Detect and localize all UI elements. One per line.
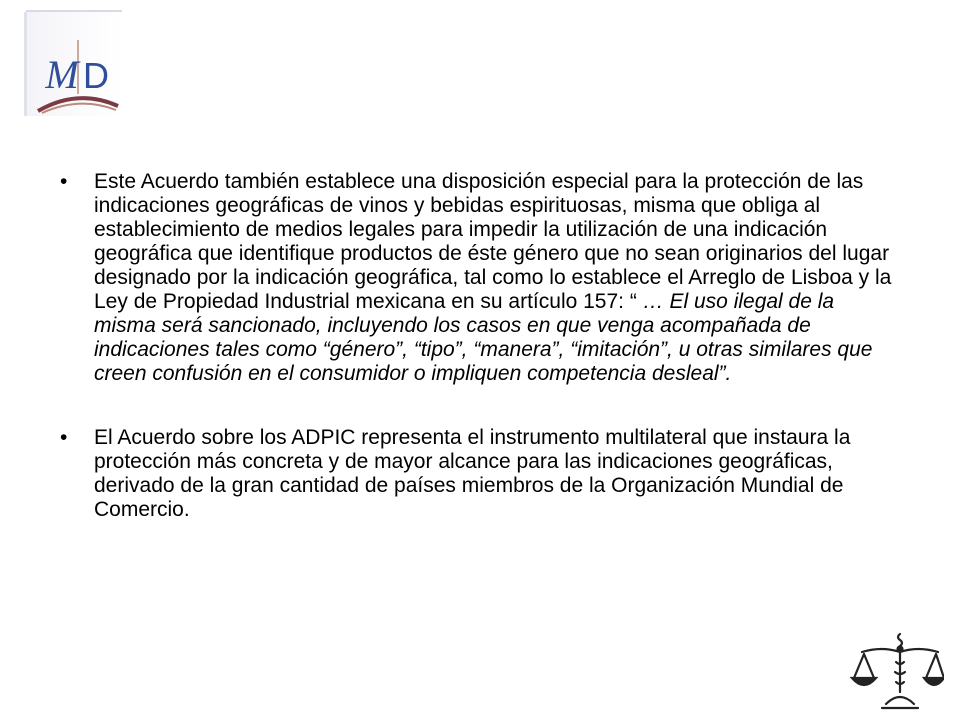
bullet-text	[94, 170, 900, 386]
slide-body	[60, 170, 900, 522]
bullet-text-plain: Este Acuerdo también establece una disposición especial para la protección de las indicaciones geográficas de vinos y bebidas espirituosas, misma que obliga al establecimiento de medios legales para impedir la utilización de una indicación geográfica que identifique productos de éste género que no sean originarios del lugar designado por la indicación geográfica, tal como lo establece el Arreglo de Lisboa y la Ley de Propiedad Industrial mexicana en su artículo 157: “	[94, 170, 892, 313]
scales-of-justice-icon	[848, 632, 944, 712]
logo-mark	[18, 10, 122, 120]
bullet-item-1	[60, 170, 900, 386]
logo-letter-m: M	[45, 52, 79, 97]
bullet-item-2	[60, 426, 900, 522]
bullet-text: El Acuerdo sobre los ADPIC representa el instrumento multilateral que instaura la protección más concreta y de mayor alcance para las indicaciones geográficas, derivado de la gran cantidad de países miembros de la Organización Mundial de Comercio.	[94, 426, 851, 521]
bullet-text-quote: … El uso ilegal de la misma será sancionado, incluyendo los casos en que venga acompañada de indicaciones tales como “género”, “tipo”, “manera”, “imitación”, u otras similares que creen confusión en el consumidor o impliquen competencia desleal”.	[94, 290, 873, 385]
logo-letter-d: D	[83, 55, 109, 96]
bullet-marker: •	[60, 170, 68, 193]
md-logo	[18, 10, 122, 120]
bullet-marker: •	[60, 426, 68, 449]
